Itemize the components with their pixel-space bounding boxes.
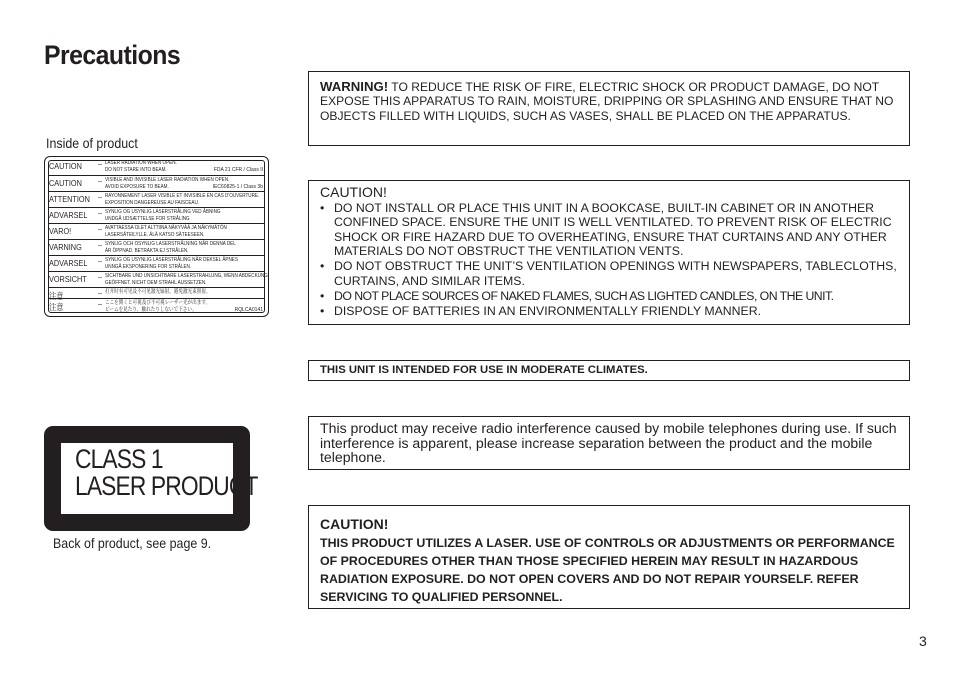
- label-row-word: VARNING: [49, 242, 82, 252]
- label-dash: –: [98, 194, 102, 201]
- label-row-text: AVATTAESSA OLET ALTTIINA NÄKYVÄÄ JA NÄKYMÄTÖN LASERSÄTEILYLLE. ÄLÄ KATSO SÄTEESEEN.: [105, 225, 227, 238]
- label-row-word: 注意: [49, 291, 64, 301]
- label-dash: –: [98, 226, 102, 233]
- caution-list: [320, 201, 898, 319]
- radio-interference-notice: This product may receive radio interference caused by mobile telephones during use. If such interference is apparent, please increase separation between the product and the mobile telephone.: [308, 416, 910, 470]
- label-row-word: ATTENTION: [49, 194, 90, 204]
- label-row-text: ここを開くと可視及び不可視レーザー光が出ます。 ビームを見たり、触れたりしないで下さい。: [105, 300, 211, 313]
- laser-caution-heading: CAUTION!: [320, 516, 389, 532]
- label-row-text: RAYONNEMENT LASER VISIBLE ET INVISIBLE EN CAS D'OUVERTURE. EXPOSITION DANGEREUSE AU FAISCEAU.: [105, 193, 260, 206]
- label-row-word: 注意: [49, 302, 64, 312]
- label-dash: –: [98, 301, 102, 308]
- label-dash: –: [98, 161, 102, 168]
- label-dash: –: [98, 274, 102, 281]
- label-row-word: CAUTION: [49, 178, 82, 188]
- caution-heading: CAUTION!: [320, 184, 387, 200]
- label-row-text: SYNLIG OCH OSYNLIG LASERSTRÅLNING NÄR DENNA DEL ÄR ÖPPNAD. BETRAKTA EJ STRÅLEN.: [105, 241, 236, 254]
- label-divider: [49, 287, 265, 288]
- label-divider: [49, 255, 265, 256]
- label-divider: [49, 271, 265, 272]
- caution-item: • DO NOT PLACE SOURCES OF NAKED FLAMES, SUCH AS LIGHTED CANDLES, ON THE UNIT.: [320, 289, 898, 304]
- label-divider: [49, 223, 265, 224]
- label-dash: –: [98, 178, 102, 185]
- warning-heading: WARNING!: [320, 79, 389, 94]
- label-row-text: SYNLIG OG USYNLIG LASERSTRÅLING VED ÅBNING UNDGÅ UDSÆTTELSE FOR STRÅLING: [105, 209, 221, 222]
- caution-item: • DISPOSE OF BATTERIES IN AN ENVIRONMENTALLY FRIENDLY MANNER.: [320, 304, 898, 319]
- label-divider: [49, 207, 265, 208]
- label-row-ref: RQLCA0141: [234, 307, 263, 313]
- label-dash: –: [98, 290, 102, 297]
- label-row-word: ADVARSEL: [49, 210, 88, 220]
- label-dash: –: [98, 242, 102, 249]
- label-row-text: SYNLIG OG USYNLIG LASERSTRÅLING NÅR DEKSEL ÅPNES UNNGÅ EKSPONERING FOR STRÅLEN.: [105, 257, 238, 270]
- page-title: Precautions: [44, 40, 181, 70]
- label-row-text: VISIBLE AND INVISIBLE LASER RADIATION WHEN OPEN. AVOID EXPOSURE TO BEAM.: [105, 177, 230, 190]
- label-row-ref: IEC60825-1 / Class 3b: [212, 184, 263, 190]
- label-row: [49, 160, 265, 176]
- label-row-word: ADVARSEL: [49, 258, 88, 268]
- caution-item: • DO NOT INSTALL OR PLACE THIS UNIT IN A BOOKCASE, BUILT-IN CABINET OR IN ANOTHER CONFINED SPACE. ENSURE THE UNIT IS WELL VENTILATED. TO PREVENT RISK OF ELECTRIC SHOCK OR FIRE HAZARD DUE TO OVERHEATING, ENSURE THAT CURTAINS AND ANY OTHER MATERIALS DO NOT OBSTRUCT THE VENTILATION VENTS.: [320, 201, 898, 259]
- laser-warning-label-illustration: [44, 156, 269, 317]
- warning-box: [308, 71, 910, 146]
- label-row-ref: FDA 21 CFR / Class II: [213, 167, 263, 173]
- class1-laser-product-label: [44, 426, 258, 531]
- label-divider: [49, 175, 265, 176]
- label-dash: –: [98, 210, 102, 217]
- laser-caution-box: [308, 505, 910, 609]
- climate-notice: THIS UNIT IS INTENDED FOR USE IN MODERATE CLIMATES.: [308, 360, 910, 381]
- label-row-text: 打开时有可见及不可见激光辐射。避免激光束照射。: [105, 289, 211, 295]
- label-row-text: SICHTBARE UND UNSICHTBARE LASERSTRAHLUNG, WENN ABDECKUNG GEÖFFNET. NICHT DEM STRAHL AUSSETZEN.: [105, 273, 268, 286]
- laser-caution-text: THIS PRODUCT UTILIZES A LASER. USE OF CONTROLS OR ADJUSTMENTS OR PERFORMANCE OF PROCEDURES OTHER THAN THOSE SPECIFIED HEREIN MAY RESULT IN HAZARDOUS RADIATION EXPOSURE. DO NOT OPEN COVERS AND DO NOT REPAIR YOURSELF. REFER SERVICING TO QUALIFIED PERSONNEL.: [320, 535, 895, 604]
- label-row: [49, 300, 265, 316]
- label-divider: [49, 239, 265, 240]
- laser-label-panel: [61, 443, 258, 514]
- label-row-text: LASER RADIATION WHEN OPEN. DO NOT STARE INTO BEAM.: [105, 160, 177, 173]
- back-of-product-caption: Back of product, see page 9.: [53, 536, 212, 551]
- label-divider: [49, 191, 265, 192]
- warning-text: TO REDUCE THE RISK OF FIRE, ELECTRIC SHOCK OR PRODUCT DAMAGE, DO NOT EXPOSE THIS APPARATUS TO RAIN, MOISTURE, DRIPPING OR SPLASHING AND ENSURE THAT NO OBJECTS FILLED WITH LIQUIDS, SUCH AS VASES, SHALL BE PLACED ON THE APPARATUS.: [320, 80, 894, 123]
- laser-label-text: [75, 446, 258, 500]
- inside-product-caption: Inside of product: [46, 136, 138, 151]
- laser-label-line1: CLASS 1: [75, 444, 163, 474]
- caution-item: • DO NOT OBSTRUCT THE UNIT’S VENTILATION OPENINGS WITH NEWSPAPERS, TABLECLOTHS, CURTAINS, AND SIMILAR ITEMS.: [320, 259, 898, 288]
- label-row-word: CAUTION: [49, 161, 82, 171]
- caution-box-ventilation: [308, 180, 910, 325]
- laser-label-line2: LASER PRODUCT: [75, 471, 258, 501]
- label-dash: –: [98, 258, 102, 265]
- label-row-word: VORSICHT: [49, 274, 87, 284]
- label-divider: [49, 298, 265, 299]
- page-number: 3: [919, 633, 927, 649]
- label-row-word: VARO!: [49, 226, 72, 236]
